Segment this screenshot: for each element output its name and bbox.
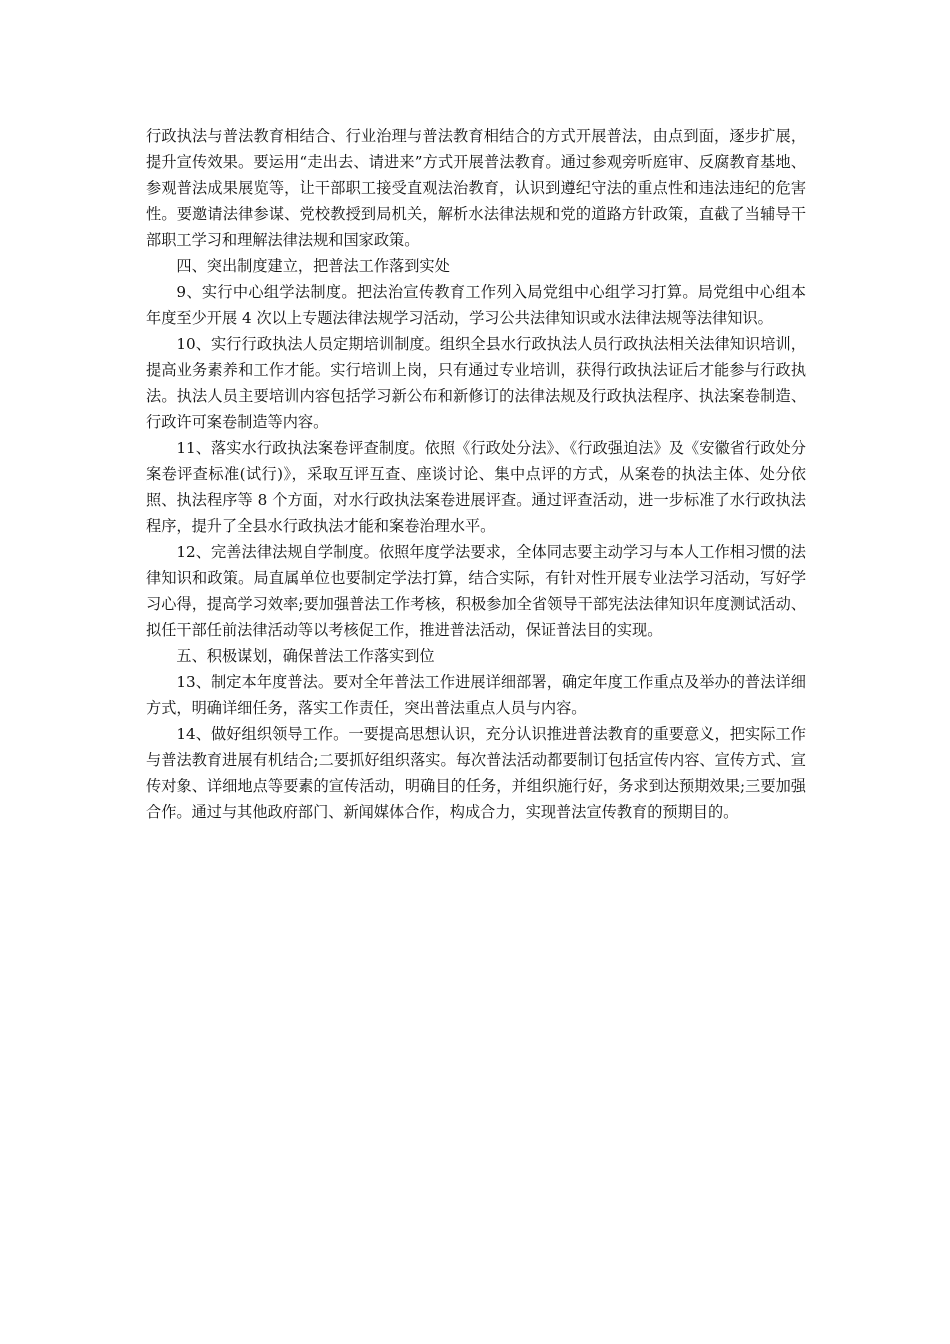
paragraph-item-12: 12、完善法律法规自学制度。依照年度学法要求，全体同志要主动学习与本人工作相习惯的法律知识和政策。局直属单位也要制定学法打算，结合实际，有针对性开展专业法学习活动，写好学习心得，提高学习效率;要加强普法工作考核，积极参加全省领导干部宪法法律知识年度测试活动、拟任干部任前法律活动等以考核促工作，推进普法活动，保证普法目的实现。	[146, 543, 806, 639]
paragraph-item-11: 11、落实水行政执法案卷评查制度。依照《行政处分法》、《行政强迫法》及《安徽省行政处分案卷评查标准(试行)》，采取互评互查、座谈讨论、集中点评的方式，从案卷的执法主体、处分依照、执法程序等 8 个方面，对水行政执法案卷进展评查。通过评查活动，进一步标准了水行政执法程序，提升了全县水行政执法才能和案卷治理水平。	[146, 439, 806, 535]
paragraph-item-14: 14、做好组织领导工作。一要提高思想认识，充分认识推进普法教育的重要意义，把实际工作与普法教育进展有机结合;二要抓好组织落实。每次普法活动都要制订包括宣传内容、宣传方式、宣传对象、详细地点等要素的宣传活动，明确目的任务，并组织施行好，务求到达预期效果;三要加强合作。通过与其他政府部门、新闻媒体合作，构成合力，实现普法宣传教育的预期目的。	[146, 725, 806, 821]
section-heading-4: 四、突出制度建立，把普法工作落到实处	[176, 257, 450, 275]
paragraph-continuation: 行政执法与普法教育相结合、行业治理与普法教育相结合的方式开展普法，由点到面，逐步扩展，提升宣传效果。要运用“走出去、请进来”方式开展普法教育。通过参观旁听庭审、反腐教育基地、参观普法成果展览等，让干部职工接受直观法治教育，认识到遵纪守法的重点性和违法违纪的危害性。要邀请法律参谋、党校教授到局机关，解析水法律法规和党的道路方针政策，直截了当辅导干部职工学习和理解法律法规和国家政策。	[146, 127, 806, 249]
paragraph-item-9: 9、实行中心组学法制度。把法治宣传教育工作列入局党组中心组学习打算。局党组中心组本年度至少开展 4 次以上专题法律法规学习活动，学习公共法律知识或水法律法规等法律知识。	[146, 283, 806, 327]
section-heading-5: 五、积极谋划，确保普法工作落实到位	[176, 647, 435, 665]
paragraph-item-10: 10、实行行政执法人员定期培训制度。组织全县水行政执法人员行政执法相关法律知识培训，提高业务素养和工作才能。实行培训上岗，只有通过专业培训，获得行政执法证后才能参与行政执法。执法人员主要培训内容包括学习新公布和新修订的法律法规及行政执法程序、执法案卷制造、行政许可案卷制造等内容。	[146, 335, 806, 431]
paragraph-item-13: 13、制定本年度普法。要对全年普法工作进展详细部署，确定年度工作重点及举办的普法详细方式，明确详细任务，落实工作责任，突出普法重点人员与内容。	[146, 673, 806, 717]
document-body	[146, 123, 806, 825]
